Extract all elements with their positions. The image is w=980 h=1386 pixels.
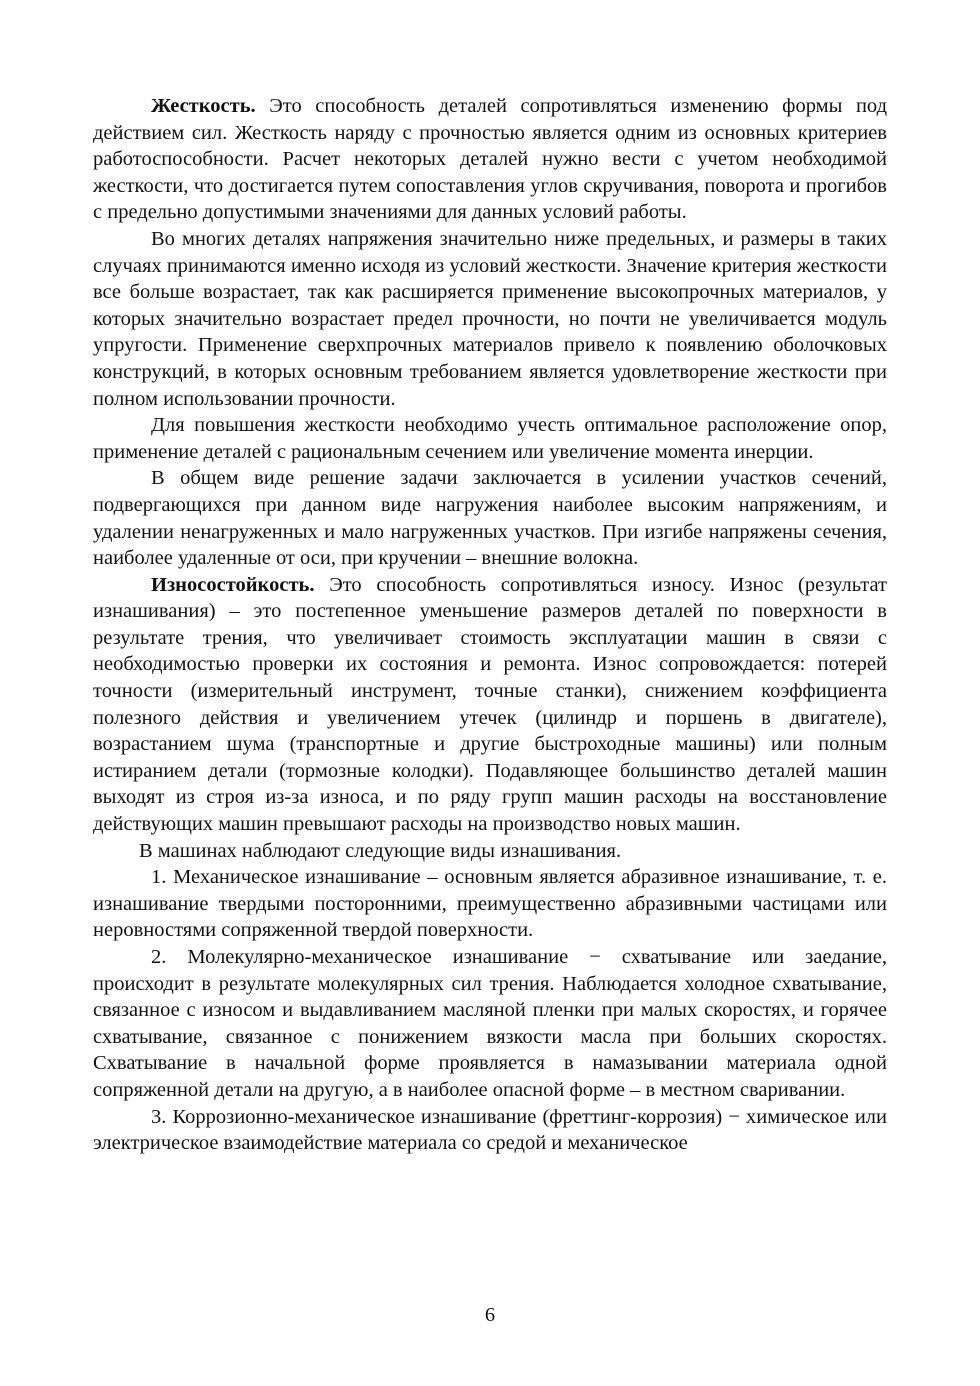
page-number: 6 [484,1304,496,1326]
paragraph-stiffness-increase [93,412,887,465]
document-page [93,93,887,1157]
paragraph-text: В общем виде решение задачи заключается в усилении участков сечений, подвергающихся при данном виде нагружения наиболее высоким напряжениям, и удалении ненагруженных и мало нагруженных участков. При изгибе напряжены сечения, наиболее удаленные от оси, при кручении – внешние волокна. [93,467,887,570]
paragraph-general-solution [93,465,887,571]
paragraph-text: 1. Механическое изнашивание – основным является абразивное изнашивание, т. е. изнашивание твердыми посторонними, преимущественно абразивными частицами или неровностями сопряженной твердой поверхности. [93,866,887,942]
paragraph-text: Это способность сопротивляться износу. Износ (результат изнашивания) – это постепенное уменьшение размеров деталей по поверхности в результате трения, что увеличивает стоимость эксплуатации машин в связи с необходимостью проверки их состояния и ремонта. Износ сопровождается: потерей точности (измерительный инструмент, точные станки), снижением коэффициента полезного действия и увеличением утечек (цилиндр и поршень в двигателе), возрастанием шума (транспортные и другие быстроходные машины) или полным истиранием детали (тормозные колодки). Подавляющее большинство деталей машин выходят из строя из-за износа, и по ряду групп машин расходы на восстановление действующих машин превышают расходы на производство новых машин. [93,573,887,836]
paragraph-wear-resistance [93,572,887,838]
paragraph-wear-types-intro [93,838,887,865]
term-wear-resistance: Износостойкость. [151,573,315,596]
list-item-corrosion-mechanical-wear [93,1104,887,1157]
paragraph-text: 2. Молекулярно-механическое изнашивание − схватывание или заедание, происходит в результате молекулярных сил трения. Наблюдается холодное схватывание, связанное с износом и выдавливанием масляной пленки при малых скоростях, и горячее схватывание, связанное с понижением вязкости масла при больших скоростях. Схватывание в начальной форме проявляется в намазывании материала одной сопряженной детали на другую, а в наиболее опасной форме – в местном сваривании. [93,946,887,1101]
paragraph-text: 3. Коррозионно-механическое изнашивание (фреттинг-коррозия) − химическое или электрическое взаимодействие материала со средой и механическое [93,1105,887,1155]
paragraph-stiffness-sizes [93,226,887,412]
paragraph-text: Для повышения жесткости необходимо учесть оптимальное расположение опор, применение деталей с рациональным сечением или увеличение момента инерции. [93,414,887,463]
paragraph-text: Это способность деталей сопротивляться изменению формы под действием сил. Жесткость наряду с прочностью является одним из основных критериев работоспособности. Расчет некоторых деталей нужно вести с учетом необходимой жесткости, что достигается путем сопоставления углов скручивания, поворота и прогибов с предельно допустимыми значениями для данных условий работы. [93,95,887,224]
list-item-molecular-mechanical-wear [93,944,887,1104]
paragraph-text: В машинах наблюдают следующие виды изнашивания. [139,839,622,862]
term-stiffness: Жесткость. [151,95,256,117]
list-item-mechanical-wear [93,864,887,944]
paragraph-stiffness [93,93,887,226]
paragraph-text: Во многих деталях напряжения значительно ниже предельных, и размеры в таких случаях принимаются именно исходя из условий жесткости. Значение критерия жесткости все больше возрастает, так как расширяется применение высокопрочных материалов, у которых значительно возрастает предел прочности, но почти не увеличивается модуль упругости. Применение сверхпрочных материалов привело к появлению оболочковых конструкций, в которых основным требованием является удовлетворение жесткости при полном использовании прочности. [93,227,887,410]
